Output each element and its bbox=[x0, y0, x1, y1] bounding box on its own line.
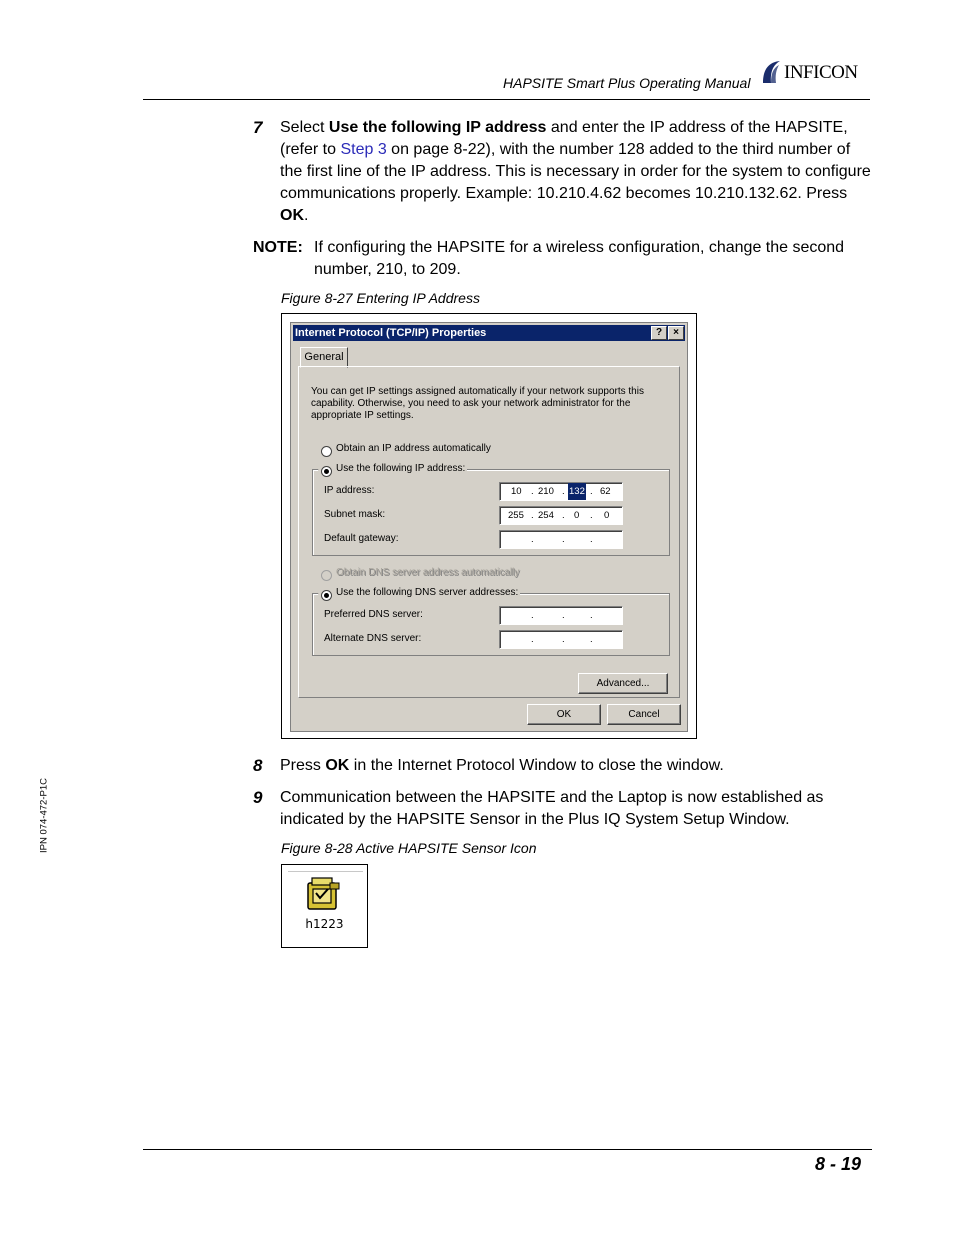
figure-8-28-frame bbox=[281, 864, 368, 948]
step-7-part: . bbox=[304, 207, 309, 224]
advanced-button[interactable]: Advanced... bbox=[578, 673, 668, 694]
figure-8-28-caption: Figure 8-28 Active HAPSITE Sensor Icon bbox=[281, 840, 537, 856]
gateway-dot: . bbox=[562, 534, 565, 545]
dns-dot: . bbox=[590, 610, 593, 621]
ip-dot: . bbox=[531, 486, 534, 497]
ipn-label: IPN 074-472-P1C bbox=[38, 778, 50, 853]
ok-button[interactable]: OK bbox=[527, 704, 601, 725]
step-9-text: Communication between the HAPSITE and the Laptop is now established as indicated by the HAPSITE Sensor in the Plus IQ System Setup Window. bbox=[280, 789, 824, 828]
tab-general[interactable]: General bbox=[300, 347, 348, 368]
dns-dot: . bbox=[562, 610, 565, 621]
gateway-dot: . bbox=[531, 534, 534, 545]
radio-use-dns[interactable] bbox=[321, 590, 332, 601]
help-icon[interactable]: ? bbox=[651, 326, 667, 340]
step-7-part: Select bbox=[280, 119, 329, 136]
step-9-number: 9 bbox=[253, 788, 263, 807]
ip-address-label: IP address: bbox=[324, 485, 375, 496]
ip-dot: . bbox=[562, 486, 565, 497]
subnet-dot: . bbox=[531, 510, 534, 521]
radio-auto-dns-label: Obtain DNS server address automatically bbox=[336, 567, 520, 578]
subnet-octet: 0 bbox=[604, 510, 610, 521]
dns-dot: . bbox=[562, 634, 565, 645]
tcpip-dialog bbox=[290, 322, 688, 732]
note-text: If configuring the HAPSITE for a wireless configuration, change the second number, 210, to 209. bbox=[314, 239, 845, 278]
ip-address-input[interactable] bbox=[499, 482, 623, 501]
figure-8-27-frame bbox=[281, 313, 697, 739]
radio-use-ip-label: Use the following IP address: bbox=[336, 463, 466, 474]
dialog-titlebar bbox=[293, 325, 685, 341]
footer-rule bbox=[143, 1149, 872, 1150]
intro-text: You can get IP settings assigned automatically if your network supports this capability. Otherwise, you need to ask your network administrator for the appropriate IP settings. bbox=[311, 386, 644, 421]
preferred-dns-input[interactable] bbox=[499, 606, 623, 625]
radio-auto-dns[interactable] bbox=[321, 570, 332, 581]
ip-octet: 62 bbox=[600, 486, 611, 497]
step-8-bold-ok: OK bbox=[325, 757, 350, 774]
dns-dot: . bbox=[531, 610, 534, 621]
preferred-dns-label: Preferred DNS server: bbox=[324, 609, 423, 620]
close-icon[interactable]: × bbox=[668, 326, 684, 340]
subnet-dot: . bbox=[562, 510, 565, 521]
subnet-octet: 254 bbox=[538, 510, 554, 521]
step-7-bold-ok: OK bbox=[280, 207, 304, 224]
gateway-dot: . bbox=[590, 534, 593, 545]
ip-octet-selected: 132 bbox=[568, 483, 586, 500]
step-3-link[interactable]: Step 3 bbox=[340, 141, 387, 158]
note-label: NOTE: bbox=[253, 239, 303, 256]
default-gateway-input[interactable] bbox=[499, 530, 623, 549]
logo-text: INFICON bbox=[784, 62, 858, 83]
inficon-logo bbox=[760, 58, 875, 86]
subnet-mask-input[interactable] bbox=[499, 506, 623, 525]
radio-auto-ip[interactable] bbox=[321, 446, 332, 457]
alternate-dns-input[interactable] bbox=[499, 630, 623, 649]
step-7-part: on page 8-22), with the number 128 added to the third number of the first line of the IP address. This is necessary in order for the system to configure communications properly. Example: 10.210.4.62 becomes 10.210.132.62. Press bbox=[280, 141, 871, 202]
alternate-dns-label: Alternate DNS server: bbox=[324, 633, 422, 644]
step-7-part: and enter the IP address of the HAPSITE, (refer to bbox=[280, 119, 848, 158]
step-8-part: in the Internet Protocol Window to close the window. bbox=[349, 757, 724, 774]
step-7-text bbox=[280, 117, 872, 227]
general-panel bbox=[298, 366, 680, 698]
header-rule bbox=[143, 99, 870, 100]
ip-octet: 10 bbox=[511, 486, 522, 497]
subnet-octet: 255 bbox=[508, 510, 524, 521]
dns-dot: . bbox=[590, 634, 593, 645]
manual-title: HAPSITE Smart Plus Operating Manual bbox=[503, 75, 751, 91]
sensor-icon-label: h1223 bbox=[305, 917, 344, 931]
hapsite-sensor-icon[interactable] bbox=[304, 875, 342, 911]
page-number: 8 - 19 bbox=[815, 1154, 862, 1174]
dns-dot: . bbox=[531, 634, 534, 645]
dialog-title: Internet Protocol (TCP/IP) Properties bbox=[295, 327, 487, 339]
default-gateway-label: Default gateway: bbox=[324, 533, 399, 544]
subnet-octet: 0 bbox=[574, 510, 580, 521]
step-8-part: Press bbox=[280, 757, 326, 774]
radio-auto-ip-label: Obtain an IP address automatically bbox=[336, 443, 491, 454]
subnet-mask-label: Subnet mask: bbox=[324, 509, 386, 520]
cancel-button[interactable]: Cancel bbox=[607, 704, 681, 725]
subnet-dot: . bbox=[590, 510, 593, 521]
step-7-number: 7 bbox=[253, 118, 263, 137]
step-8-text bbox=[280, 755, 872, 777]
step-7-bold-ip: Use the following IP address bbox=[328, 119, 547, 136]
icon-divider bbox=[288, 871, 363, 872]
radio-use-ip[interactable] bbox=[321, 466, 332, 477]
step-8-number: 8 bbox=[253, 756, 263, 775]
ip-dot: . bbox=[590, 486, 593, 497]
figure-8-27-caption: Figure 8-27 Entering IP Address bbox=[281, 290, 480, 306]
ip-octet: 210 bbox=[538, 486, 554, 497]
radio-use-dns-label: Use the following DNS server addresses: bbox=[336, 587, 519, 598]
logo-mark-icon bbox=[760, 59, 782, 85]
